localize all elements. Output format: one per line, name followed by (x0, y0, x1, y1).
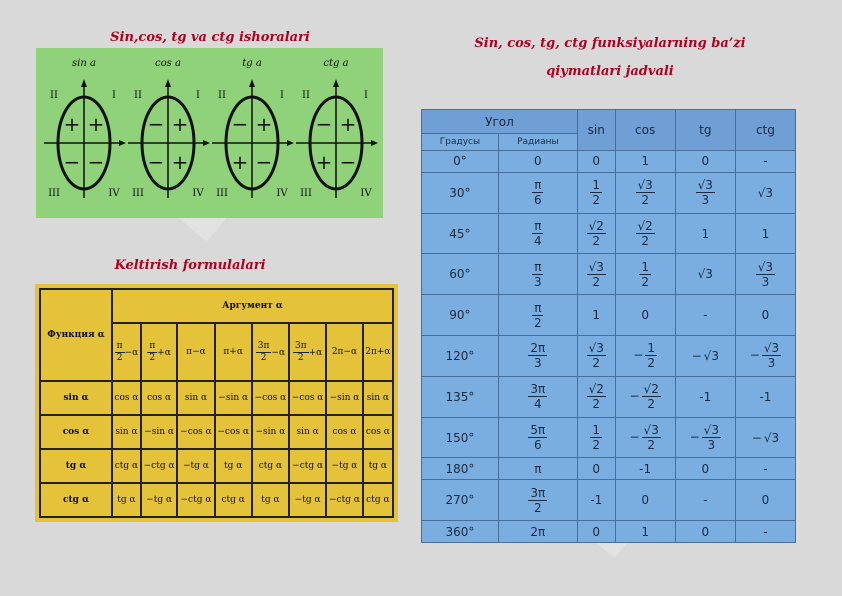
x-axis-arrow-icon (119, 140, 126, 146)
quadrant-label-III: III (216, 188, 228, 199)
formula-cell: sin α (112, 415, 141, 449)
reduction-table (39, 288, 394, 518)
tg-cell: − $\frac{√3}{3}$ (675, 417, 735, 458)
sign-quadrant-II: − (231, 112, 249, 136)
ctg-cell: - (735, 458, 795, 480)
ctg-cell: √3 (735, 172, 795, 213)
x-axis-arrow-icon (287, 140, 294, 146)
formula-cell: cos α (363, 415, 393, 449)
signs-diagram-panel (36, 48, 383, 218)
sign-quadrant-III: − (63, 150, 81, 174)
tg-cell: $\frac{√3}{3}$ (675, 172, 735, 213)
sign-quadrant-III: + (315, 150, 333, 174)
sin-cell: $\frac{√3}{2}$ (577, 254, 615, 295)
ctg-cell: - (735, 151, 795, 173)
cos-cell: -1 (615, 458, 675, 480)
formula-cell: −sin α (141, 415, 177, 449)
quadrant-label-IV: IV (108, 188, 120, 199)
sign-quadrant-III: − (147, 150, 165, 174)
deg-cell: 180° (422, 458, 499, 480)
sin-cell: $\frac{√2}{2}$ (577, 213, 615, 254)
table-row (422, 151, 796, 173)
formula-cell: ctg α (252, 449, 289, 483)
cos-cell: 0 (615, 295, 675, 336)
cos-cell: $\frac{1}{2}$ (615, 254, 675, 295)
table-row (40, 415, 393, 449)
sign-quadrant-II: + (63, 112, 81, 136)
values-table (421, 109, 796, 543)
sign-quadrant-I: + (171, 112, 189, 136)
diagram-label: ctg a (323, 58, 349, 69)
ctg-cell: - (735, 521, 795, 543)
sin-cell: 0 (577, 151, 615, 173)
table-row (422, 295, 796, 336)
rad-cell: $\frac{5\pi}{6}$ (498, 417, 577, 458)
cos-cell: − $\frac{1}{2}$ (615, 336, 675, 377)
table-row (422, 521, 796, 543)
values-heading-line1: Sin, cos, tg, ctg funksiyalarning ba’zi (474, 36, 746, 51)
diagram-label: cos a (155, 58, 181, 69)
deg-cell: 0° (422, 151, 499, 173)
sin-cell: 0 (577, 521, 615, 543)
x-axis-arrow-icon (203, 140, 210, 146)
deg-cell: 270° (422, 480, 499, 521)
sign-quadrant-I: + (255, 112, 273, 136)
quadrant-label-IV: IV (276, 188, 288, 199)
ctg-cell: 0 (735, 480, 795, 521)
signs-diagram (36, 48, 383, 218)
rad-cell: $\frac{\pi}{3}$ (498, 254, 577, 295)
table-row (422, 480, 796, 521)
rad-cell: $\frac{\pi}{6}$ (498, 172, 577, 213)
table-row (422, 376, 796, 417)
formula-cell: cos α (326, 415, 362, 449)
sin-cell: $\frac{√3}{2}$ (577, 336, 615, 377)
cos-cell: − $\frac{√2}{2}$ (615, 376, 675, 417)
tg-cell: -1 (675, 376, 735, 417)
values-table-panel (421, 109, 796, 543)
formula-cell: −cos α (177, 415, 214, 449)
sign-quadrant-IV: − (255, 150, 273, 174)
deg-cell: 60° (422, 254, 499, 295)
reduction-heading: Keltirish formulalari (114, 258, 266, 273)
formula-cell: −tg α (141, 483, 177, 517)
tg-cell: 0 (675, 521, 735, 543)
cos-cell: − $\frac{√3}{2}$ (615, 417, 675, 458)
quadrant-label-II: II (134, 90, 142, 101)
quadrant-label-III: III (132, 188, 144, 199)
function-column-header: Функция α (40, 289, 112, 381)
deg-cell: 135° (422, 376, 499, 417)
rad-cell: $\frac{\pi}{4}$ (498, 213, 577, 254)
table-row (422, 417, 796, 458)
quadrant-label-IV: IV (360, 188, 372, 199)
quadrant-label-I: I (280, 90, 284, 101)
tg-cell: 0 (675, 151, 735, 173)
ctg-cell: -1 (735, 376, 795, 417)
table-row (40, 381, 393, 415)
formula-cell: −sin α (252, 415, 289, 449)
rad-cell: $\frac{3\pi}{2}$ (498, 480, 577, 521)
cos-cell: 1 (615, 151, 675, 173)
tg-cell: - (675, 295, 735, 336)
ctg-cell: $\frac{√3}{3}$ (735, 254, 795, 295)
formula-cell: −tg α (326, 449, 362, 483)
sin-cell: -1 (577, 480, 615, 521)
table-row (422, 213, 796, 254)
formula-cell: −tg α (177, 449, 214, 483)
quadrant-label-III: III (300, 188, 312, 199)
y-axis-arrow-icon (249, 79, 255, 87)
formula-cell: tg α (363, 449, 393, 483)
argument-cell: π+α (215, 323, 252, 381)
y-axis-arrow-icon (333, 79, 339, 87)
formula-cell: cos α (112, 381, 141, 415)
formula-cell: −sin α (326, 381, 362, 415)
formula-cell: ctg α (363, 483, 393, 517)
formula-cell: −cos α (215, 415, 252, 449)
ctg-cell: 0 (735, 295, 795, 336)
tg-cell: √3 (675, 254, 735, 295)
function-name-cell: tg α (40, 449, 112, 483)
cos-cell: 0 (615, 480, 675, 521)
deg-cell: 90° (422, 295, 499, 336)
argument-cell: $\frac{3\pi}{2}$ −α (252, 323, 289, 381)
tg-cell: − √3 (675, 336, 735, 377)
sign-quadrant-IV: + (171, 150, 189, 174)
function-name-cell: cos α (40, 415, 112, 449)
degrees-header: Градусы (422, 134, 499, 151)
formula-cell: ctg α (215, 483, 252, 517)
argument-cell: 2π−α (326, 323, 362, 381)
diagram-label: sin a (72, 58, 96, 69)
formula-cell: −tg α (289, 483, 326, 517)
table-row (40, 483, 393, 517)
formula-cell: −cos α (252, 381, 289, 415)
sin-cell: 1 (577, 295, 615, 336)
deg-cell: 30° (422, 172, 499, 213)
cos-cell: $\frac{√3}{2}$ (615, 172, 675, 213)
formula-cell: sin α (177, 381, 214, 415)
table-row (422, 172, 796, 213)
cos-cell: 1 (615, 521, 675, 543)
argument-cell: $\frac{\pi}{2}$ −α (112, 323, 141, 381)
cos-cell: $\frac{√2}{2}$ (615, 213, 675, 254)
tg-cell: 0 (675, 458, 735, 480)
sign-quadrant-II: − (315, 112, 333, 136)
x-axis-arrow-icon (371, 140, 378, 146)
tg-header: tg (675, 110, 735, 151)
deg-cell: 45° (422, 213, 499, 254)
argument-cell: $\frac{\pi}{2}$ +α (141, 323, 177, 381)
deg-cell: 360° (422, 521, 499, 543)
sign-quadrant-IV: − (339, 150, 357, 174)
sign-quadrant-II: − (147, 112, 165, 136)
ctg-cell: 1 (735, 213, 795, 254)
rad-cell: $\frac{\pi}{2}$ (498, 295, 577, 336)
y-axis-arrow-icon (81, 79, 87, 87)
formula-cell: −sin α (215, 381, 252, 415)
formula-cell: cos α (141, 381, 177, 415)
signs-heading: Sin,cos, tg va ctg ishoralari (110, 30, 310, 45)
table-row (422, 458, 796, 480)
quadrant-label-III: III (48, 188, 60, 199)
ctg-cell: − $\frac{√3}{3}$ (735, 336, 795, 377)
sign-quadrant-I: + (339, 112, 357, 136)
y-axis-arrow-icon (165, 79, 171, 87)
formula-cell: −ctg α (289, 449, 326, 483)
tg-cell: - (675, 480, 735, 521)
rad-cell: 2π (498, 521, 577, 543)
sign-quadrant-I: + (87, 112, 105, 136)
formula-cell: −ctg α (177, 483, 214, 517)
reduction-table-panel (35, 284, 398, 522)
quadrant-label-I: I (112, 90, 116, 101)
sin-cell: $\frac{√2}{2}$ (577, 376, 615, 417)
table-row (40, 449, 393, 483)
argument-cell: $\frac{3\pi}{2}$ +α (289, 323, 326, 381)
table-row (422, 254, 796, 295)
function-name-cell: sin α (40, 381, 112, 415)
formula-cell: tg α (252, 483, 289, 517)
sign-quadrant-III: + (231, 150, 249, 174)
ctg-header: ctg (735, 110, 795, 151)
tg-cell: 1 (675, 213, 735, 254)
sin-header: sin (577, 110, 615, 151)
table-row (422, 336, 796, 377)
cos-header: cos (615, 110, 675, 151)
function-name-cell: ctg α (40, 483, 112, 517)
deg-cell: 120° (422, 336, 499, 377)
formula-cell: −cos α (289, 381, 326, 415)
rad-cell: $\frac{3\pi}{4}$ (498, 376, 577, 417)
angle-header: Угол (422, 110, 578, 134)
argument-header: Аргумент α (112, 289, 393, 323)
diagram-label: tg a (242, 58, 262, 69)
rad-cell: π (498, 458, 577, 480)
rad-cell: $\frac{2\pi}{3}$ (498, 336, 577, 377)
formula-cell: sin α (289, 415, 326, 449)
formula-cell: tg α (112, 483, 141, 517)
quadrant-label-II: II (302, 90, 310, 101)
quadrant-label-I: I (364, 90, 368, 101)
radians-header: Радианы (498, 134, 577, 151)
quadrant-label-IV: IV (192, 188, 204, 199)
argument-cell: 2π+α (363, 323, 393, 381)
argument-cell: π−α (177, 323, 214, 381)
formula-cell: ctg α (112, 449, 141, 483)
formula-cell: −ctg α (326, 483, 362, 517)
sin-cell: 0 (577, 458, 615, 480)
rad-cell: 0 (498, 151, 577, 173)
formula-cell: sin α (363, 381, 393, 415)
quadrant-label-II: II (218, 90, 226, 101)
sin-cell: $\frac{1}{2}$ (577, 417, 615, 458)
quadrant-label-II: II (50, 90, 58, 101)
values-heading-line2: qiymatlari jadvali (546, 64, 674, 79)
formula-cell: tg α (215, 449, 252, 483)
deg-cell: 150° (422, 417, 499, 458)
quadrant-label-I: I (196, 90, 200, 101)
sign-quadrant-IV: − (87, 150, 105, 174)
sin-cell: $\frac{1}{2}$ (577, 172, 615, 213)
ctg-cell: − √3 (735, 417, 795, 458)
formula-cell: −ctg α (141, 449, 177, 483)
values-heading (420, 30, 800, 86)
